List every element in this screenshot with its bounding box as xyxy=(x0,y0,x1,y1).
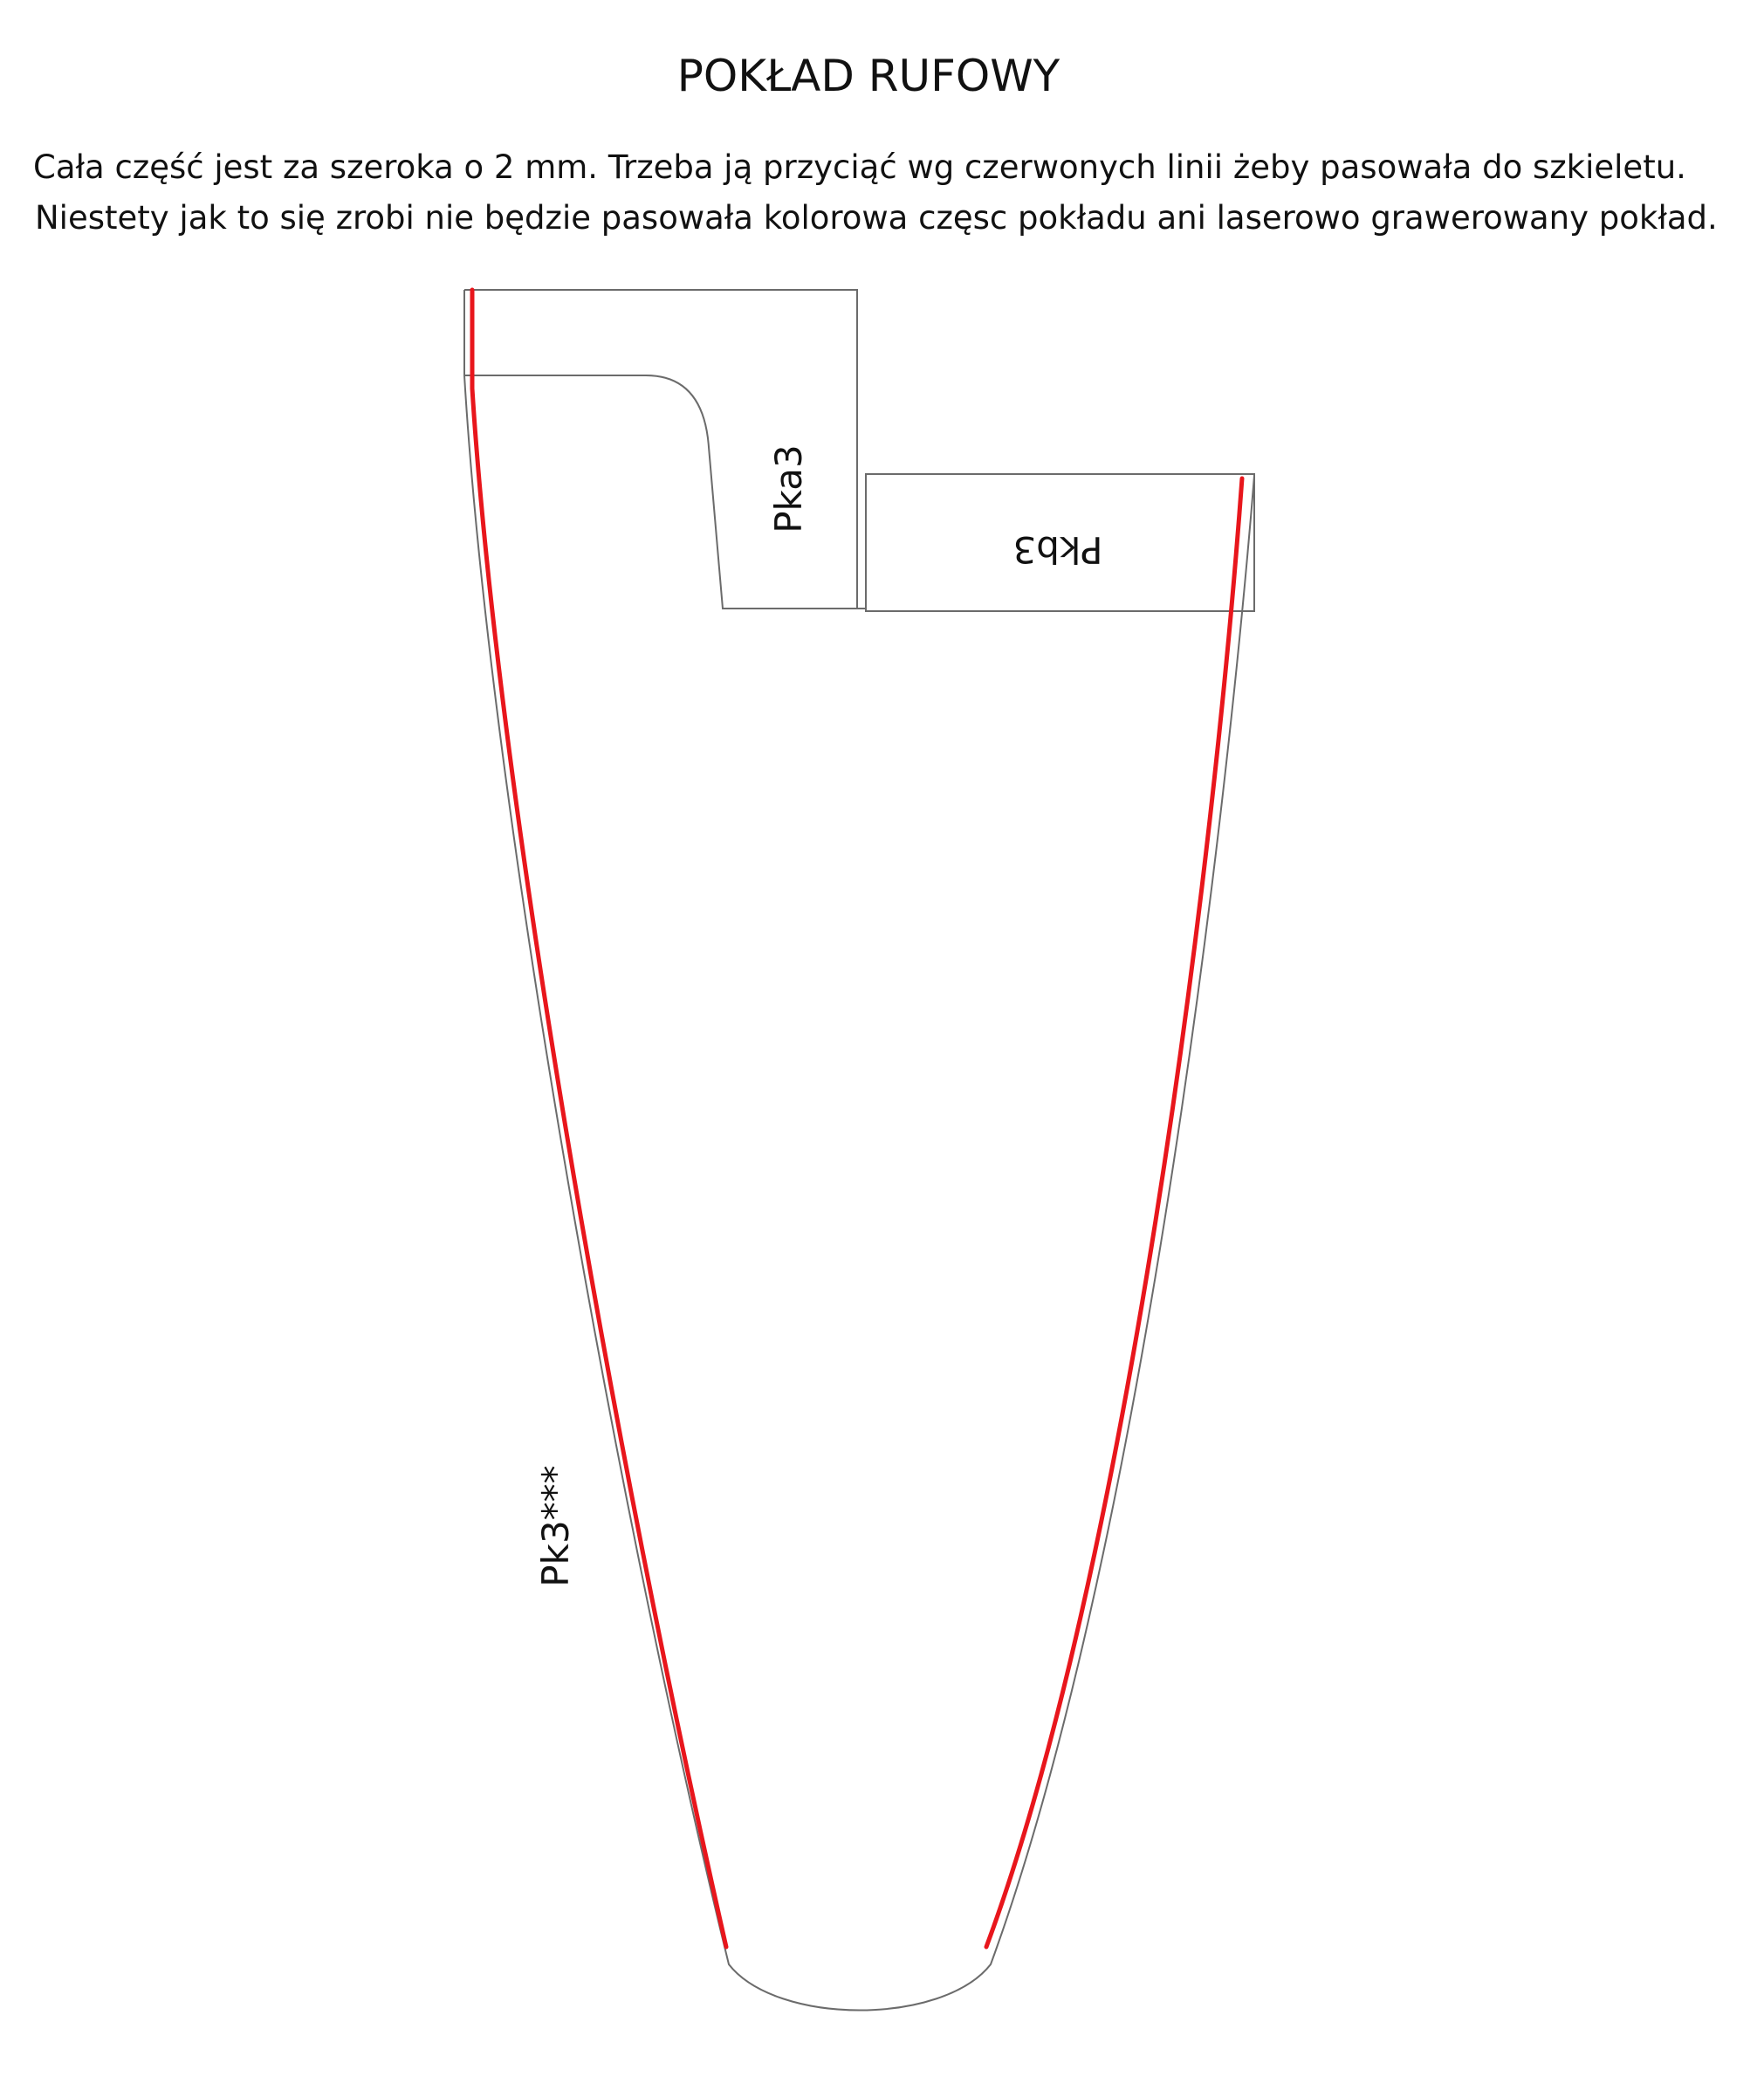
description-line-2: Niestety jak to się zrobi nie będzie pasowała kolorowa częsc pokładu ani laserowo grawerowany pokład. xyxy=(35,199,1718,237)
page-title: POKŁAD RUFOWY xyxy=(676,51,1060,101)
right-cut-line xyxy=(986,478,1242,1947)
description-line-1: Cała część jest za szeroka o 2 mm. Trzeba ją przyciąć wg czerwonych linii żeby pasowała do szkieletu. xyxy=(33,148,1686,186)
pkb3-label: Pkb3 xyxy=(1012,528,1103,571)
deck-outline xyxy=(464,290,1254,2011)
pk3-label: Pk3*** xyxy=(534,1465,577,1587)
left-cut-line xyxy=(472,290,726,1947)
pka3-label: Pka3 xyxy=(767,444,810,533)
